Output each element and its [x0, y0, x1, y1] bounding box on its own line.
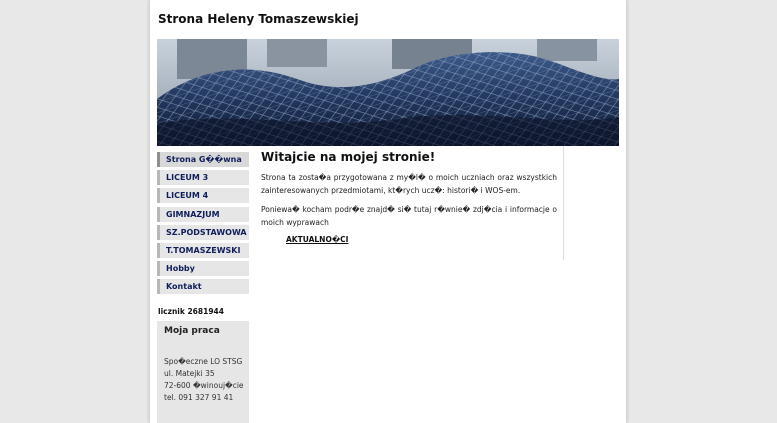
nav-item-gimnazjum[interactable]: GIMNAZJUM: [157, 207, 249, 222]
travel-paragraph: Poniewa� kocham podr�e znajd� si� tutaj r�wnie� zdj�cia i informacje o moich wyprawach: [261, 205, 557, 227]
welcome-heading: Witajcie na mojej stronie!: [261, 150, 436, 164]
work-info-school: Spo�eczne LO STSG: [164, 357, 243, 366]
nav-item-kontakt[interactable]: Kontakt: [157, 279, 249, 294]
visit-counter: licznik 2681944: [158, 307, 224, 316]
nav-item-sz-podstawowa[interactable]: SZ.PODSTAWOWA: [157, 225, 249, 240]
news-link[interactable]: AKTUALNO�CI: [286, 235, 349, 244]
nav-item-hobby[interactable]: Hobby: [157, 261, 249, 276]
work-info-box: [157, 321, 249, 423]
work-info-title: Moja praca: [164, 326, 220, 336]
main-navigation: [157, 152, 249, 298]
nav-item-strona-glowna[interactable]: Strona G��wna: [157, 152, 249, 167]
nav-item-liceum-4[interactable]: LICEUM 4: [157, 188, 249, 203]
work-info-city: 72-600 �winouj�cie: [164, 381, 244, 390]
header-banner-image: [157, 39, 619, 146]
site-title: Strona Heleny Tomaszewskiej: [158, 12, 359, 26]
page-container: [150, 0, 626, 423]
nav-item-liceum-3[interactable]: LICEUM 3: [157, 170, 249, 185]
intro-paragraph: Strona ta zosta�a przygotowana z my�l� o moich uczniach oraz wszystkich zainteresowanych przedmiotami, kt�rych ucz�: histori� i WOS-em.: [261, 173, 557, 195]
work-info-street: ul. Matejki 35: [164, 369, 215, 378]
work-info-phone: tel. 091 327 91 41: [164, 393, 234, 402]
main-content: [255, 146, 564, 260]
nav-item-t-tomaszewski[interactable]: T.TOMASZEWSKI: [157, 243, 249, 258]
